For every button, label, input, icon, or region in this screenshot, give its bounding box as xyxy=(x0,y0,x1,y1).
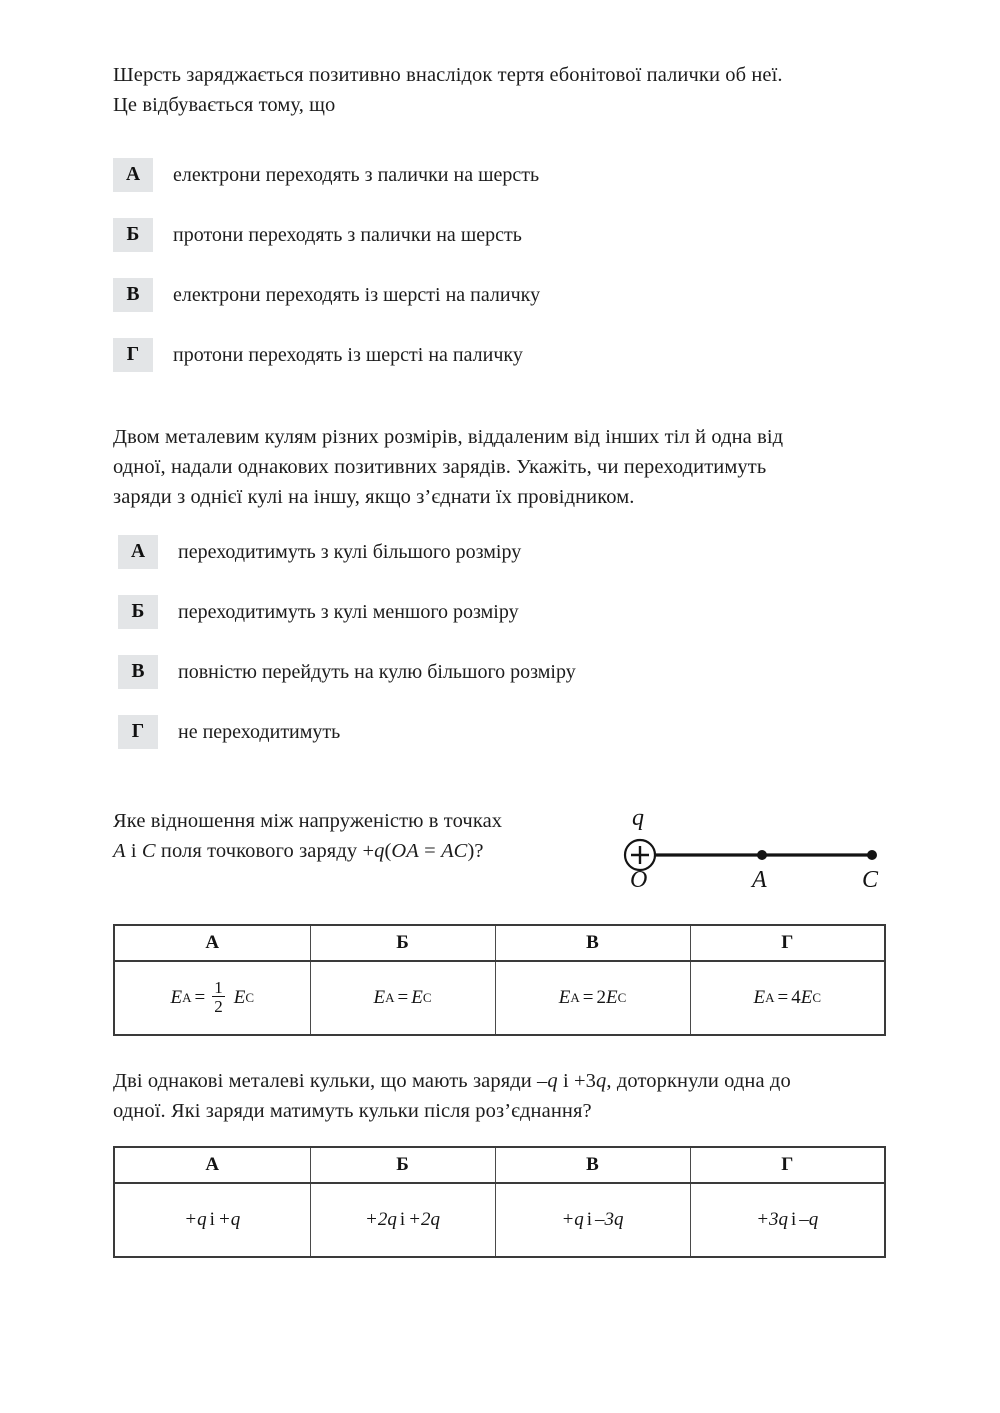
conjunction: і xyxy=(209,1209,215,1230)
subscript-a: A xyxy=(765,990,775,1005)
question-3-answer-table xyxy=(113,924,886,1036)
charge-pair xyxy=(756,1209,818,1231)
question-4-block xyxy=(113,1066,903,1126)
diagram-label-o: O xyxy=(630,867,648,893)
option-letter-badge[interactable]: В xyxy=(113,278,153,312)
question-4-prompt-line-2: одної. Які заряди матимуть кульки після роз’єднання? xyxy=(113,1100,592,1122)
option-letter-badge[interactable]: Б xyxy=(118,595,158,629)
diagram-label-a: A xyxy=(752,867,767,893)
symbol-e: E xyxy=(753,987,766,1008)
symbol-e: E xyxy=(373,987,386,1008)
operator-equals: = xyxy=(194,987,206,1008)
question-1-block xyxy=(113,60,903,120)
charge-symbol-q: q xyxy=(374,840,385,862)
conjunction: і xyxy=(399,1209,406,1230)
point-a-dot xyxy=(757,850,767,860)
subscript-a: A xyxy=(182,990,192,1005)
point-a-reference: A xyxy=(113,840,126,862)
subscript-a: A xyxy=(570,990,580,1005)
table-header-cell[interactable]: Г xyxy=(690,1147,885,1183)
charge-right: –q xyxy=(799,1209,819,1230)
fraction-denominator: 2 xyxy=(214,996,223,1016)
option-row[interactable] xyxy=(118,655,576,689)
question-3-prompt xyxy=(113,806,593,866)
option-row[interactable] xyxy=(113,218,540,252)
option-letter-badge[interactable]: А xyxy=(113,158,153,192)
question-4-answer-table-wrapper xyxy=(113,1146,886,1258)
subscript-c: C xyxy=(617,990,627,1005)
question-1-prompt xyxy=(113,60,903,120)
segment-oa: OA xyxy=(391,840,419,862)
subscript-c: C xyxy=(245,990,254,1005)
question-3-prompt-line-1: Яке відношення між напруженістю в точках xyxy=(113,810,503,832)
option-label[interactable]: електрони переходять із шерсті на паличку xyxy=(173,284,541,306)
option-row[interactable] xyxy=(113,158,540,192)
table-row xyxy=(114,961,885,1035)
option-row[interactable] xyxy=(113,278,540,312)
table-header-cell[interactable]: Б xyxy=(310,1147,495,1183)
symbol-e: E xyxy=(170,987,183,1008)
diagram-charge-label-q: q xyxy=(632,805,644,831)
coefficient: 4 xyxy=(791,987,801,1008)
answer-cell-v[interactable] xyxy=(495,961,690,1035)
question-1-options xyxy=(113,158,540,372)
conjunction-text: і xyxy=(125,840,142,862)
question-1-prompt-line-1: Шерсть заряджається позитивно внаслідок тертя ебонітової палички об неї. xyxy=(113,64,783,86)
table-row xyxy=(114,1183,885,1257)
question-2-block xyxy=(113,422,903,512)
answer-cell-g[interactable] xyxy=(690,1183,885,1257)
charge-symbol-q: q xyxy=(547,1070,558,1092)
option-label[interactable]: не переходитимуть xyxy=(178,721,341,743)
question-2-prompt xyxy=(113,422,903,512)
table-header-cell[interactable]: А xyxy=(114,925,310,961)
question-2-prompt-line-1: Двом металевим кулям різних розмірів, віддаленим від інших тіл й одна від xyxy=(113,426,784,448)
option-row[interactable] xyxy=(118,535,576,569)
charge-right: +2q xyxy=(408,1209,440,1230)
subscript-c: C xyxy=(812,990,821,1005)
answer-cell-b[interactable] xyxy=(310,1183,495,1257)
option-row[interactable] xyxy=(118,715,576,749)
prompt-segment: Дві однакові металеві кульки, що мають заряди – xyxy=(113,1070,548,1092)
option-label[interactable]: протони переходять із шерсті на паличку xyxy=(173,344,523,366)
formula-e-a-equals-e-c xyxy=(374,987,432,1009)
table-header-cell[interactable]: В xyxy=(495,1147,690,1183)
question-2-prompt-line-3: заряди з однієї кулі на іншу, якщо з’єднати їх провідником. xyxy=(113,486,635,508)
option-label[interactable]: повністю перейдуть на кулю більшого розміру xyxy=(178,661,576,683)
formula-e-a-equals-4-e-c xyxy=(754,987,822,1009)
question-4-prompt-line-1 xyxy=(113,1066,903,1096)
operator-equals: = xyxy=(582,987,594,1008)
formula-e-a-equals-2-e-c xyxy=(559,987,627,1009)
table-header-cell[interactable]: В xyxy=(495,925,690,961)
charge-right: +q xyxy=(217,1209,241,1230)
table-header-cell[interactable]: Б xyxy=(310,925,495,961)
coefficient: 2 xyxy=(596,987,606,1008)
option-label[interactable]: протони переходять з палички на шерсть xyxy=(173,224,522,246)
paren-close: )? xyxy=(467,840,484,862)
question-4-prompt xyxy=(113,1066,903,1126)
question-4-answer-table xyxy=(113,1146,886,1258)
operator-equals: = xyxy=(777,987,789,1008)
subscript-c: C xyxy=(422,990,432,1005)
question-2-options xyxy=(118,535,576,749)
charge-pair xyxy=(561,1209,623,1231)
option-label[interactable]: електрони переходять з палички на шерсть xyxy=(173,164,540,186)
formula-e-a-half-e-c xyxy=(170,977,255,1017)
option-letter-badge[interactable]: А xyxy=(118,535,158,569)
table-header-cell[interactable]: А xyxy=(114,1147,310,1183)
fraction-numerator: 1 xyxy=(214,977,223,997)
fraction-one-half xyxy=(212,979,225,1016)
charge-symbol-q: q xyxy=(596,1070,607,1092)
prompt-segment: і +3 xyxy=(557,1070,597,1092)
option-row[interactable] xyxy=(113,338,540,372)
symbol-e: E xyxy=(800,987,813,1008)
charge-pair xyxy=(184,1209,240,1231)
answer-cell-g[interactable] xyxy=(690,961,885,1035)
option-letter-badge[interactable]: Г xyxy=(113,338,153,372)
question-3-block xyxy=(113,806,593,866)
operator-equals: = xyxy=(397,987,409,1008)
symbol-e: E xyxy=(233,987,246,1008)
diagram-label-c: C xyxy=(862,867,879,893)
charge-pair xyxy=(365,1209,440,1231)
question-2-prompt-line-2: одної, надали однакових позитивних зарядів. Укажіть, чи переходитимуть xyxy=(113,456,767,478)
table-header-row xyxy=(114,1147,885,1183)
prompt-segment: , доторкнули одна до xyxy=(606,1070,791,1092)
charge-left: +2q xyxy=(365,1209,397,1230)
option-label[interactable]: переходитимуть з кулі більшого розміру xyxy=(178,541,522,563)
option-letter-badge[interactable]: В xyxy=(118,655,158,689)
option-letter-badge[interactable]: Г xyxy=(118,715,158,749)
symbol-e: E xyxy=(558,987,571,1008)
segment-ac: AC xyxy=(441,840,468,862)
subscript-a: A xyxy=(385,990,395,1005)
option-letter-badge[interactable]: Б xyxy=(113,218,153,252)
answer-cell-b[interactable] xyxy=(310,961,495,1035)
paren-open: ( xyxy=(384,840,392,862)
option-label[interactable]: переходитимуть з кулі меншого розміру xyxy=(178,601,519,623)
answer-cell-a[interactable] xyxy=(114,961,310,1035)
table-header-row xyxy=(114,925,885,961)
field-phrase: поля точкового заряду + xyxy=(155,840,375,862)
charge-left: +3q xyxy=(756,1209,789,1230)
question-3-answer-table-wrapper xyxy=(113,924,886,1036)
conjunction: і xyxy=(586,1209,593,1230)
answer-cell-v[interactable] xyxy=(495,1183,690,1257)
question-3-prompt-line-2 xyxy=(113,836,593,866)
symbol-e: E xyxy=(411,987,423,1008)
table-header-cell[interactable]: Г xyxy=(690,925,885,961)
question-1-prompt-line-2: Це відбувається тому, що xyxy=(113,94,336,116)
point-c-dot xyxy=(867,850,877,860)
charge-left: +q xyxy=(184,1209,207,1230)
conjunction: і xyxy=(791,1209,797,1230)
charge-left: +q xyxy=(561,1209,584,1230)
charge-right: –3q xyxy=(595,1209,624,1230)
option-row[interactable] xyxy=(118,595,576,629)
point-c-reference: C xyxy=(141,840,156,862)
point-charge-diagram xyxy=(610,805,910,905)
symbol-e: E xyxy=(605,987,618,1008)
answer-cell-a[interactable] xyxy=(114,1183,310,1257)
equals-sign: = xyxy=(418,840,442,862)
